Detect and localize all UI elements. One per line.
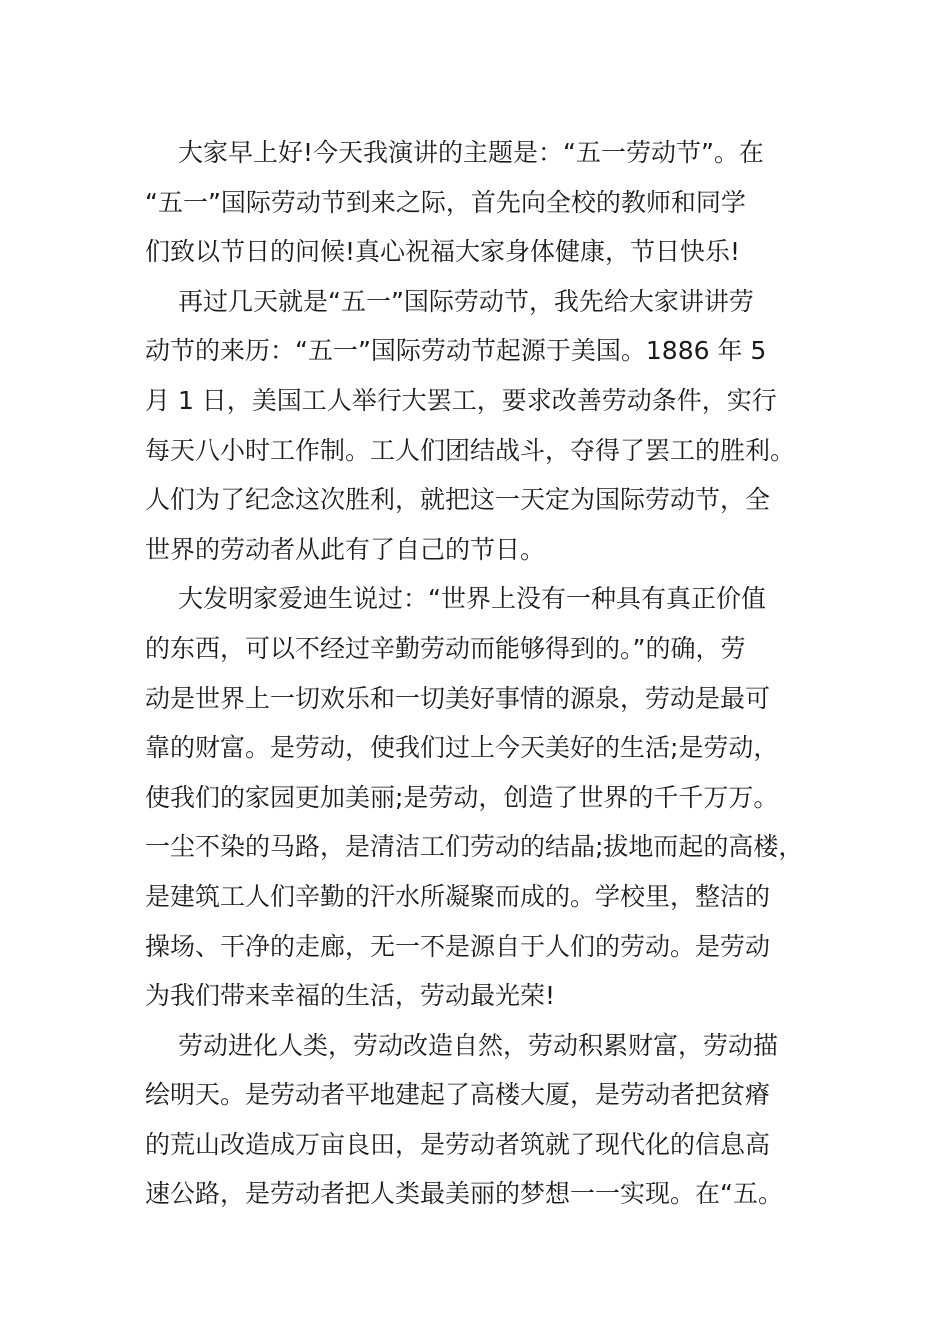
paragraph-4-line-2: 绘明天。是劳动者平地建起了高楼大厦，是劳动者把贫瘠 [145,1080,771,1110]
paragraph-2-line-6: 世界的劳动者从此有了自己的节日。 [145,534,546,564]
paragraph-2-line-5: 人们为了纪念这次胜利，就把这一天定为国际劳动节，全 [145,485,771,515]
paragraph-1-line-2: “五一”国际劳动节到来之际，首先向全校的教师和同学 [145,187,746,217]
paragraph-3-line-3: 动是世界上一切欢乐和一切美好事情的源泉，劳动是最可 [145,683,771,713]
paragraph-4-line-1: 劳动进化人类，劳动改造自然，劳动积累财富，劳动描 [178,1030,779,1060]
paragraph-2-line-1: 再过几天就是“五一”国际劳动节，我先给大家讲讲劳 [178,286,754,316]
paragraph-3-line-8: 操场、干净的走廊，无一不是源自于人们的劳动。是劳动 [145,931,771,961]
paragraph-4-line-3: 的荒山改造成万亩良田，是劳动者筑就了现代化的信息高 [145,1129,771,1159]
paragraph-4-line-4: 速公路，是劳动者把人类最美丽的梦想一一实现。在“五。 [145,1179,783,1209]
paragraph-3-line-6: 一尘不染的马路，是清洁工们劳动的结晶;拔地而起的高楼， [145,832,804,862]
paragraph-2-line-2: 动节的来历：“五一”国际劳动节起源于美国。1886 年 5 [145,336,767,366]
paragraph-1-line-1: 大家早上好!今天我演讲的主题是：“五一劳动节”。在 [178,138,764,167]
paragraph-3-line-1: 大发明家爱迪生说过：“世界上没有一种具有真正价值 [178,584,766,614]
speech-body-text [145,128,825,1219]
paragraph-2-line-3: 月 1 日，美国工人举行大罢工，要求改善劳动条件，实行 [145,385,777,415]
paragraph-3-line-7: 是建筑工人们辛勤的汗水所凝聚而成的。学校里，整洁的 [145,881,771,911]
paragraph-3-line-2: 的东西，可以不经过辛勤劳动而能够得到的。”的确，劳 [145,633,746,663]
paragraph-2-line-4: 每天八小时工作制。工人们团结战斗，夺得了罢工的胜利。 [145,435,796,465]
paragraph-3-line-5: 使我们的家园更加美丽;是劳动，创造了世界的千千万万。 [145,782,779,812]
paragraph-1-line-3: 们致以节日的问候!真心祝福大家身体健康，节日快乐! [145,237,741,267]
paragraph-3-line-4: 靠的财富。是劳动，使我们过上今天美好的生活;是劳动， [145,733,779,763]
paragraph-3-line-9: 为我们带来幸福的生活，劳动最光荣! [145,981,556,1011]
